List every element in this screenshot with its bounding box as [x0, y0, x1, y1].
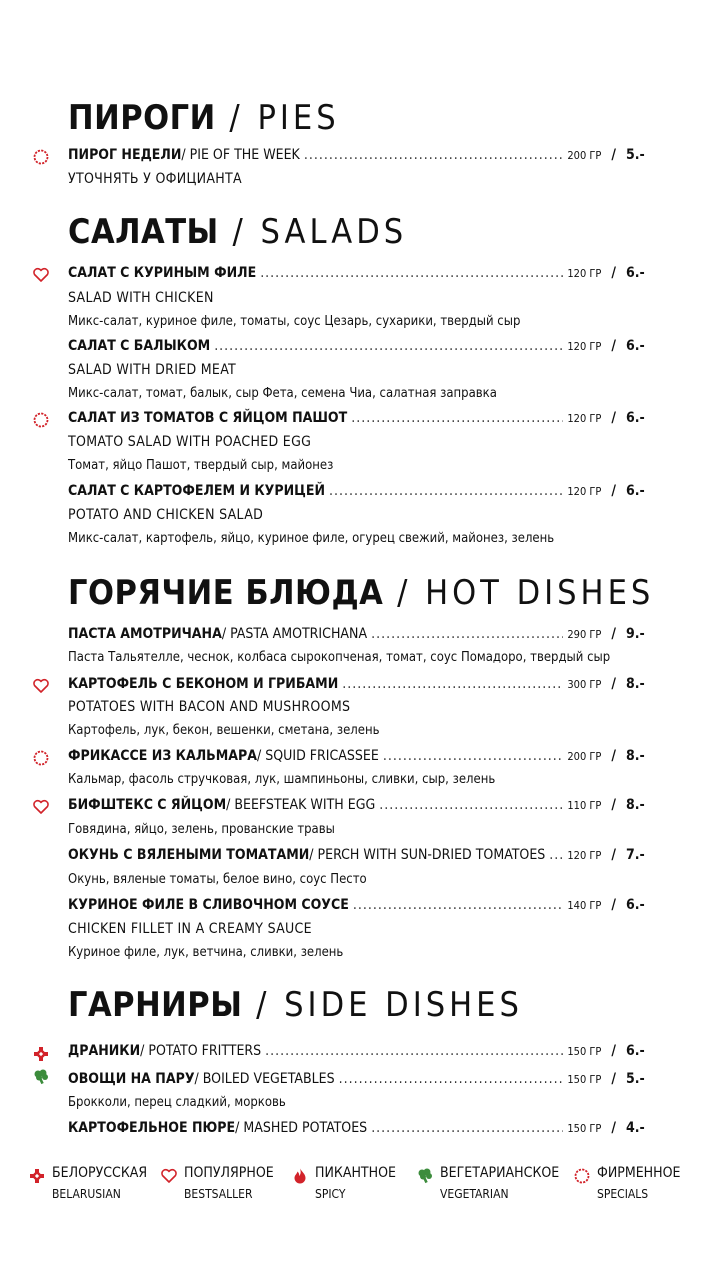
section-title-hot-dishes: [68, 573, 654, 613]
item-name: ОКУНЬ С ВЯЛЕНЫМИ ТОМАТАМИ: [68, 847, 310, 863]
item-name-en: SALAD WITH DRIED MEAT: [68, 362, 237, 378]
belarusian-icon: [32, 1045, 50, 1063]
legend-label-en: SPECIALS: [597, 1187, 649, 1201]
legend-label-en: SPICY: [315, 1187, 346, 1201]
item-description: Окунь, вяленые томаты, белое вино, соус Песто: [68, 872, 367, 887]
item-description: Микс-салат, куриное филе, томаты, соус Цезарь, сухарики, твердый сыр: [68, 314, 521, 329]
section-title-ru: ГАРНИРЫ: [68, 985, 243, 1025]
menu-item: [68, 147, 648, 169]
menu-item: [68, 1043, 648, 1065]
price-separator: /: [611, 626, 616, 642]
price-separator: /: [611, 897, 616, 913]
legend-label-en: VEGETARIAN: [440, 1187, 509, 1201]
section-title-ru: ГОРЯЧИЕ БЛЮДА: [68, 573, 384, 613]
menu-item: [68, 410, 648, 432]
specials-icon: [32, 148, 50, 166]
item-price: 8.-: [626, 676, 645, 692]
leader-dots: [549, 847, 563, 863]
item-name: ДРАНИКИ: [68, 1043, 141, 1059]
item-price: 9.-: [626, 626, 645, 642]
item-description: Микс-салат, картофель, яйцо, куриное филе, огурец свежий, майонез, зелень: [68, 531, 555, 546]
item-price: 5.-: [626, 147, 645, 163]
price-separator: /: [611, 265, 616, 281]
item-price: 6.-: [626, 265, 645, 281]
item-weight: 200 ГР: [567, 750, 602, 763]
specials-icon: [32, 411, 50, 429]
leader-dots: [304, 147, 564, 163]
menu-item: [68, 748, 648, 770]
section-title-separator: /: [242, 985, 285, 1025]
menu-item: [68, 483, 648, 505]
item-name: БИФШТЕКС С ЯЙЦОМ: [68, 797, 227, 813]
spicy-icon: [291, 1167, 309, 1185]
price-separator: /: [611, 847, 616, 863]
leader-dots: [383, 748, 564, 764]
item-weight: 290 ГР: [567, 628, 602, 641]
item-description: Микс-салат, томат, балык, сыр Фета, семена Чиа, салатная заправка: [68, 386, 497, 401]
item-price: 6.-: [626, 483, 645, 499]
price-separator: /: [611, 410, 616, 426]
price-separator: /: [611, 676, 616, 692]
item-name: КУРИНОЕ ФИЛЕ В СЛИВОЧНОМ СОУСЕ: [68, 897, 349, 913]
item-weight: 120 ГР: [567, 485, 602, 498]
item-weight: 120 ГР: [567, 267, 602, 280]
leader-dots: [265, 1043, 563, 1059]
price-separator: /: [611, 1071, 616, 1087]
item-name: САЛАТ С КУРИНЫМ ФИЛЕ: [68, 265, 257, 281]
item-description: Томат, яйцо Пашот, твердый сыр, майонез: [68, 458, 334, 473]
item-name: САЛАТ ИЗ ТОМАТОВ С ЯЙЦОМ ПАШОТ: [68, 410, 348, 426]
specials-icon: [573, 1167, 591, 1185]
menu-item: [68, 338, 648, 360]
item-weight: 120 ГР: [567, 849, 602, 862]
section-title-en: SIDE DISHES: [284, 985, 523, 1025]
section-title-separator: /: [215, 98, 258, 138]
item-name-en: / PASTA AMOTRICHANA: [221, 626, 368, 642]
bestseller-icon: [32, 798, 50, 816]
item-name: ФРИКАССЕ ИЗ КАЛЬМАРА: [68, 748, 258, 764]
legend-label-ru: БЕЛОРУССКАЯ: [52, 1165, 148, 1181]
item-weight: 200 ГР: [567, 149, 602, 162]
item-price: 4.-: [626, 1120, 645, 1136]
icon-legend: [0, 1165, 719, 1215]
item-description: Говядина, яйцо, зелень, прованские травы: [68, 822, 335, 837]
item-name: САЛАТ С БАЛЫКОМ: [68, 338, 211, 354]
section-title-salads: [68, 212, 407, 252]
vegetarian-icon: [416, 1167, 434, 1185]
menu-item: [68, 676, 648, 698]
belarusian-icon: [28, 1167, 46, 1185]
leader-dots: [214, 338, 563, 354]
menu-item: [68, 897, 648, 919]
section-title-separator: /: [383, 573, 426, 613]
item-description: Куриное филе, лук, ветчина, сливки, зелень: [68, 945, 344, 960]
section-title-separator: /: [218, 212, 261, 252]
item-weight: 150 ГР: [567, 1073, 602, 1086]
item-name: КАРТОФЕЛЬНОЕ ПЮРЕ: [68, 1120, 236, 1136]
item-name-en: CHICKEN FILLET IN A CREAMY SAUCE: [68, 921, 312, 937]
item-name-en: / MASHED POTATOES: [235, 1120, 368, 1136]
specials-icon: [32, 749, 50, 767]
item-price: 6.-: [626, 897, 645, 913]
item-price: 6.-: [626, 338, 645, 354]
price-separator: /: [611, 483, 616, 499]
item-price: 7.-: [626, 847, 645, 863]
item-weight: 110 ГР: [567, 799, 602, 812]
item-note: УТОЧНЯТЬ У ОФИЦИАНТА: [68, 171, 242, 187]
section-title-en: SALADS: [260, 212, 408, 252]
section-title-en: PIES: [257, 98, 340, 138]
leader-dots: [371, 626, 563, 642]
item-weight: 150 ГР: [567, 1045, 602, 1058]
item-name-en: / BOILED VEGETABLES: [194, 1071, 335, 1087]
price-separator: /: [611, 338, 616, 354]
price-separator: /: [611, 1120, 616, 1136]
leader-dots: [329, 483, 563, 499]
item-description: Картофель, лук, бекон, вешенки, сметана, зелень: [68, 723, 380, 738]
bestseller-icon: [32, 677, 50, 695]
item-price: 6.-: [626, 1043, 645, 1059]
price-separator: /: [611, 1043, 616, 1059]
item-name-en: TOMATO SALAD WITH POACHED EGG: [68, 434, 312, 450]
bestseller-icon: [160, 1167, 178, 1185]
legend-label-ru: ПОПУЛЯРНОЕ: [184, 1165, 274, 1181]
item-name-en: SALAD WITH CHICKEN: [68, 290, 214, 306]
section-title-pies: [68, 98, 340, 138]
item-name: ОВОЩИ НА ПАРУ: [68, 1071, 195, 1087]
item-name-en: / PERCH WITH SUN-DRIED TOMATOES: [309, 847, 546, 863]
item-name-en: / BEEFSTEAK WITH EGG: [226, 797, 376, 813]
price-separator: /: [611, 797, 616, 813]
section-title-ru: САЛАТЫ: [68, 212, 219, 252]
item-price: 6.-: [626, 410, 645, 426]
section-title-ru: ПИРОГИ: [68, 98, 216, 138]
menu-item: [68, 1120, 648, 1142]
item-price: 5.-: [626, 1071, 645, 1087]
legend-label-ru: ФИРМЕННОЕ: [597, 1165, 681, 1181]
legend-label-en: BELARUSIAN: [52, 1187, 121, 1201]
leader-dots: [379, 797, 563, 813]
item-weight: 120 ГР: [567, 412, 602, 425]
menu-item: [68, 847, 648, 869]
item-weight: 150 ГР: [567, 1122, 602, 1135]
menu-item: [68, 797, 648, 819]
legend-label-ru: ПИКАНТНОЕ: [315, 1165, 396, 1181]
leader-dots: [353, 897, 563, 913]
item-name: ПИРОГ НЕДЕЛИ: [68, 147, 182, 163]
leader-dots: [371, 1120, 563, 1136]
leader-dots: [339, 1071, 564, 1087]
item-name-en: POTATOES WITH BACON AND MUSHROOMS: [68, 699, 351, 715]
leader-dots: [351, 410, 563, 426]
section-title-en: HOT DISHES: [425, 573, 655, 613]
price-separator: /: [611, 748, 616, 764]
bestseller-icon: [32, 266, 50, 284]
section-title-side-dishes: [68, 985, 523, 1025]
menu-item: [68, 265, 648, 287]
leader-dots: [260, 265, 563, 281]
legend-label-en: BESTSALLER: [184, 1187, 253, 1201]
item-price: 8.-: [626, 748, 645, 764]
item-price: 8.-: [626, 797, 645, 813]
item-name-en: / SQUID FRICASSEE: [257, 748, 379, 764]
item-name: КАРТОФЕЛЬ С БЕКОНОМ И ГРИБАМИ: [68, 676, 339, 692]
item-name: ПАСТА АМОТРИЧАНА: [68, 626, 222, 642]
vegetarian-icon: [32, 1068, 50, 1086]
legend-label-ru: ВЕГЕТАРИАНСКОЕ: [440, 1165, 560, 1181]
price-separator: /: [611, 147, 616, 163]
menu-item: [68, 626, 648, 648]
leader-dots: [342, 676, 563, 692]
item-weight: 140 ГР: [567, 899, 602, 912]
item-name-en: POTATO AND CHICKEN SALAD: [68, 507, 264, 523]
menu-item: [68, 1071, 648, 1093]
item-name: САЛАТ С КАРТОФЕЛЕМ И КУРИЦЕЙ: [68, 483, 325, 499]
item-description: Кальмар, фасоль стручковая, лук, шампиньоны, сливки, сыр, зелень: [68, 772, 496, 787]
item-weight: 120 ГР: [567, 340, 602, 353]
item-description: Брокколи, перец сладкий, морковь: [68, 1095, 286, 1110]
item-weight: 300 ГР: [567, 678, 602, 691]
item-name-en: / PIE OF THE WEEK: [181, 147, 300, 163]
item-name-en: / POTATO FRITTERS: [140, 1043, 262, 1059]
item-description: Паста Тальятелле, чеснок, колбаса сырокопченая, томат, соус Помадоро, твердый сыр: [68, 650, 611, 665]
